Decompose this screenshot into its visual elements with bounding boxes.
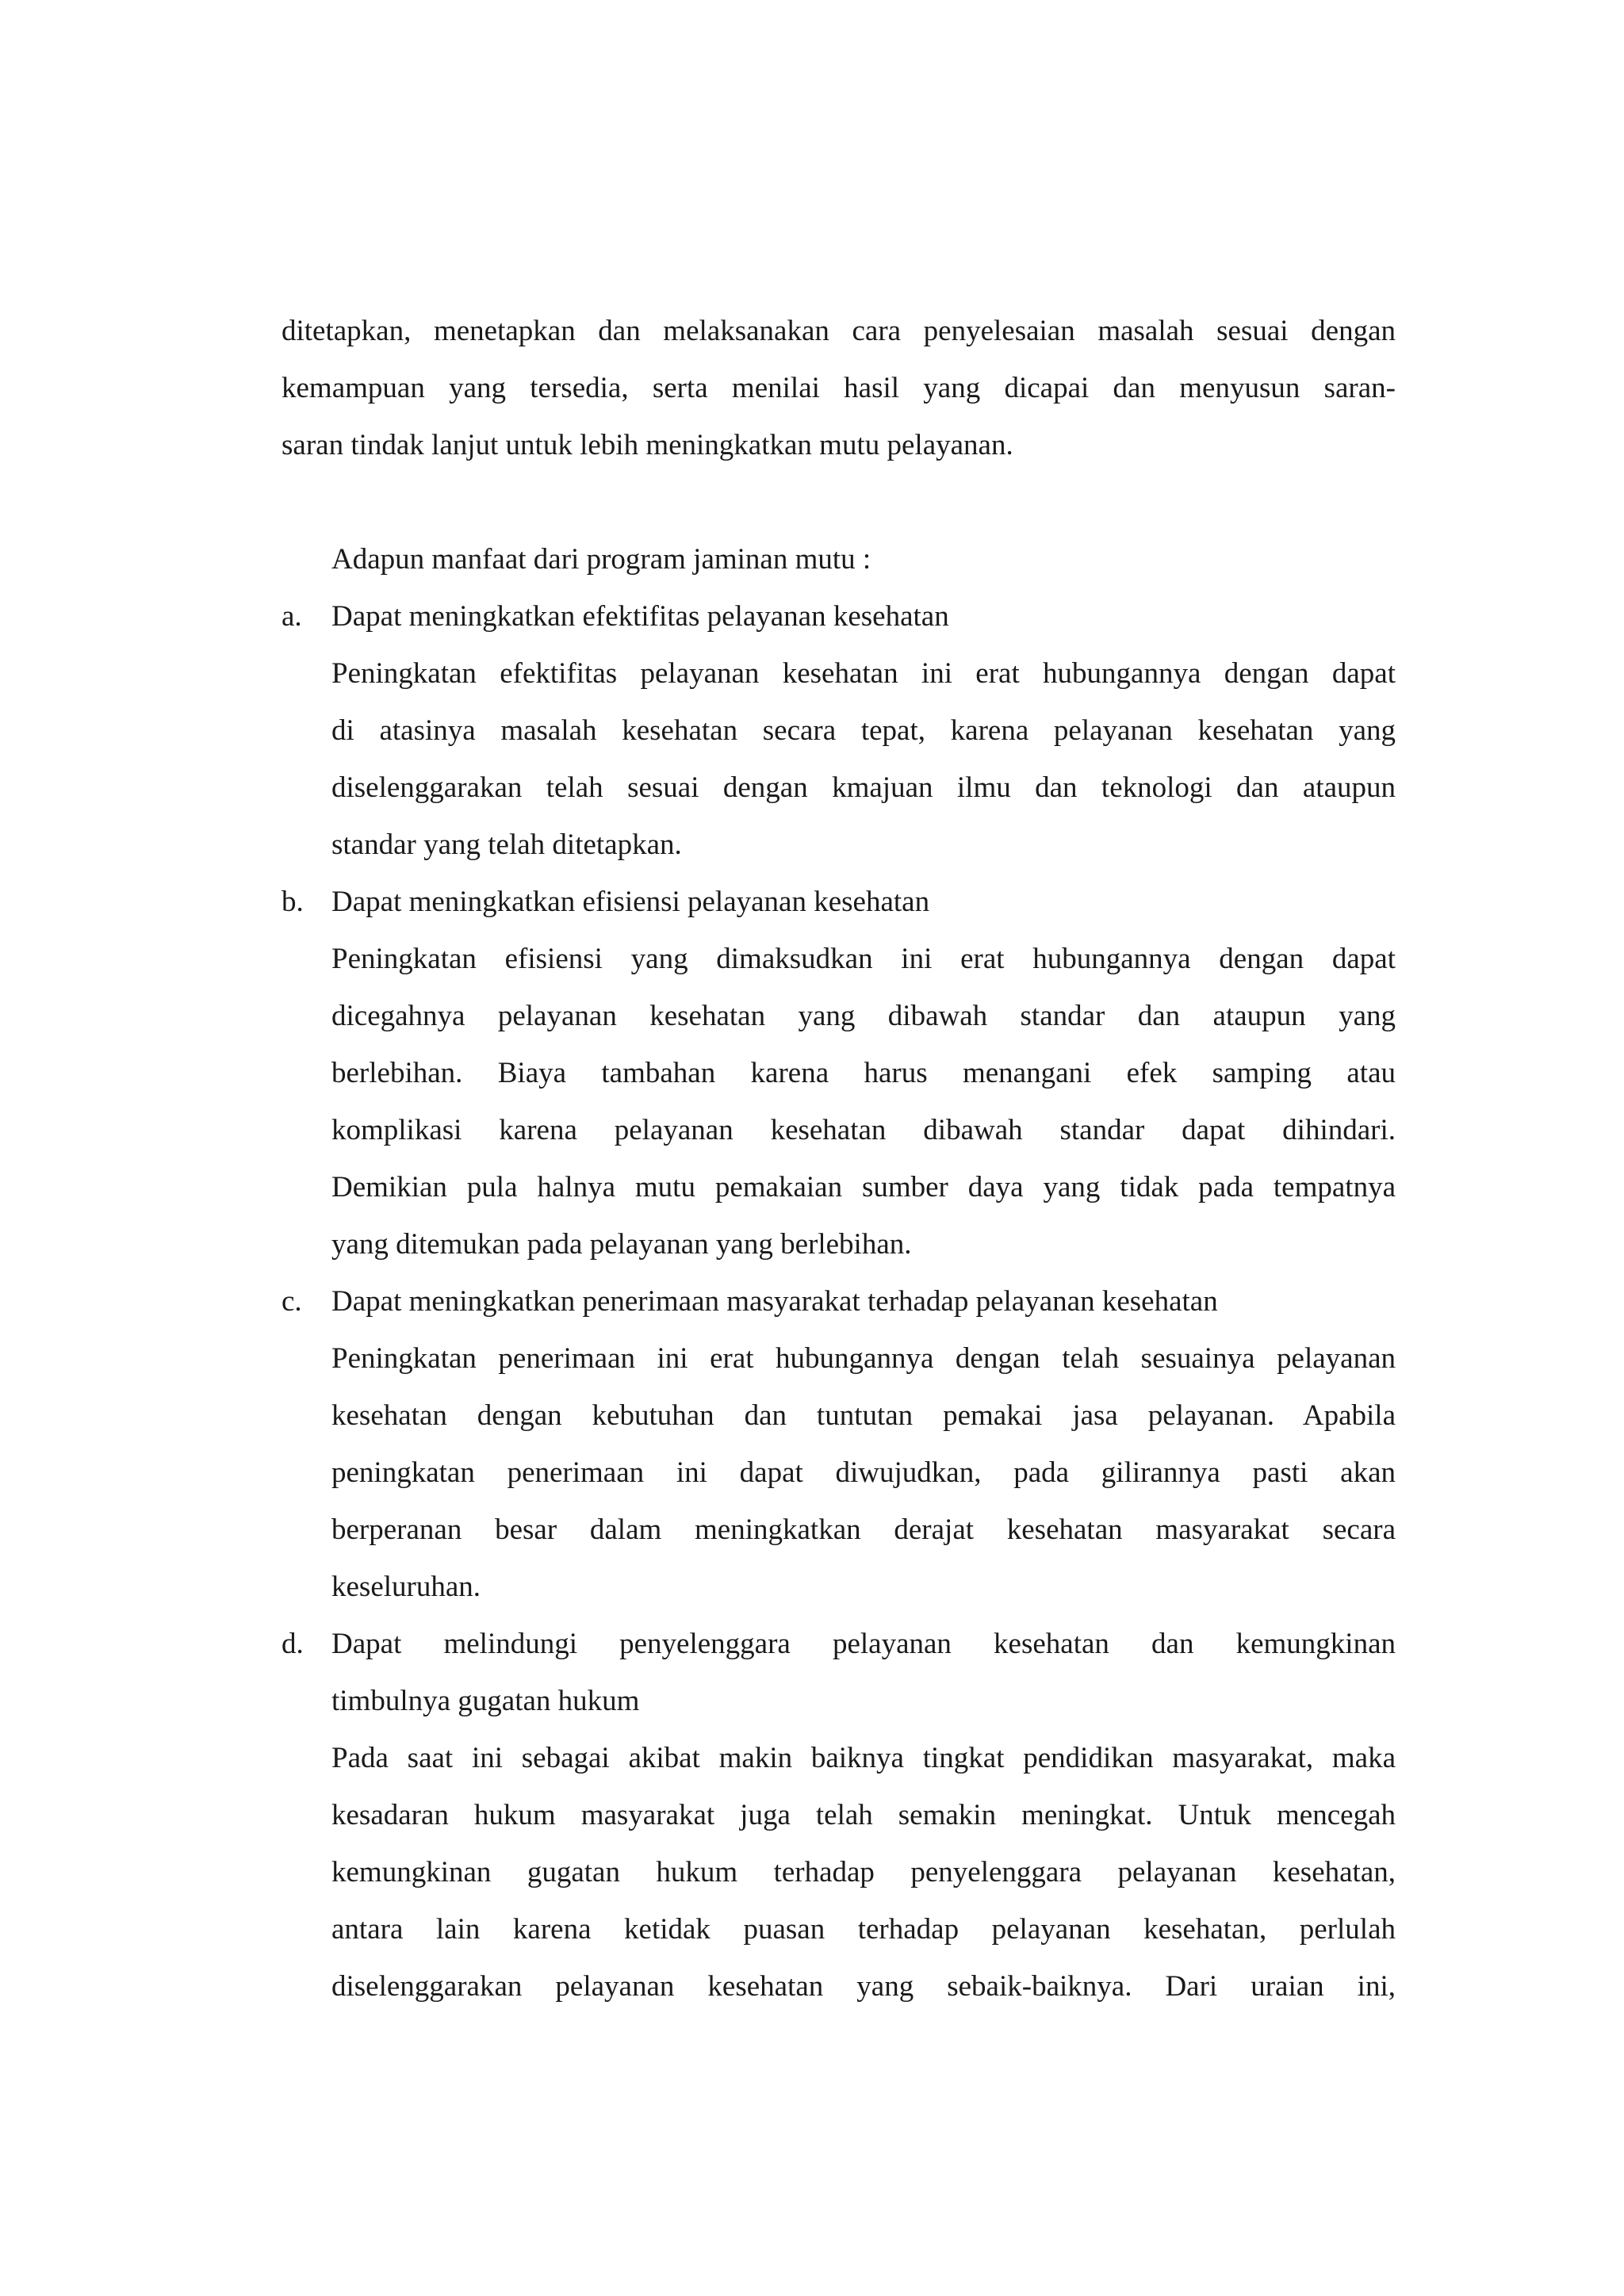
list-item-title-d: timbulnya gugatan hukum	[331, 1685, 640, 1717]
list-item-body-line: Pada saat ini sebagai akibat makin baiknya tingkat pendidikan masyarakat, maka	[331, 1742, 1396, 1774]
list-item-body-line: yang ditemukan pada pelayanan yang berlebihan.	[331, 1228, 912, 1261]
list-item-body-line: komplikasi karena pelayanan kesehatan dibawah standar dapat dihindari.	[331, 1114, 1396, 1146]
list-marker-b: b.	[282, 886, 304, 918]
list-marker-c: c.	[282, 1285, 302, 1318]
list-item-body-line: dicegahnya pelayanan kesehatan yang dibawah standar dan ataupun yang	[331, 1000, 1396, 1032]
list-item-body-line: Demikian pula halnya mutu pemakaian sumber daya yang tidak pada tempatnya	[331, 1171, 1396, 1203]
list-item-title-d: Dapat melindungi penyelenggara pelayanan kesehatan dan kemungkinan	[331, 1628, 1396, 1660]
list-item-body-line: antara lain karena ketidak puasan terhadap pelayanan kesehatan, perlulah	[331, 1913, 1396, 1946]
list-item-body-line: kemungkinan gugatan hukum terhadap penyelenggara pelayanan kesehatan,	[331, 1856, 1396, 1888]
list-item-title-a: Dapat meningkatkan efektifitas pelayanan kesehatan	[331, 600, 949, 633]
list-item-body-line: peningkatan penerimaan ini dapat diwujudkan, pada gilirannya pasti akan	[331, 1456, 1396, 1489]
list-item-body-line: kesehatan dengan kebutuhan dan tuntutan pemakai jasa pelayanan. Apabila	[331, 1399, 1396, 1432]
list-marker-d: d.	[282, 1628, 304, 1660]
manfaat-heading: Adapun manfaat dari program jaminan mutu :	[331, 543, 871, 576]
list-item-body-line: Peningkatan efektifitas pelayanan kesehatan ini erat hubungannya dengan dapat	[331, 657, 1396, 690]
list-item-body-line: standar yang telah ditetapkan.	[331, 828, 682, 861]
list-item-title-b: Dapat meningkatkan efisiensi pelayanan kesehatan	[331, 886, 930, 918]
list-item-body-line: diselenggarakan pelayanan kesehatan yang sebaik-baiknya. Dari uraian ini,	[331, 1970, 1396, 2003]
list-marker-a: a.	[282, 600, 302, 633]
list-item-body-line: Peningkatan efisiensi yang dimaksudkan ini erat hubungannya dengan dapat	[331, 943, 1396, 975]
list-item-body-line: diselenggarakan telah sesuai dengan kmajuan ilmu dan teknologi dan ataupun	[331, 771, 1396, 804]
list-item-body-line: berlebihan. Biaya tambahan karena harus menangani efek samping atau	[331, 1057, 1396, 1089]
intro-line: ditetapkan, menetapkan dan melaksanakan cara penyelesaian masalah sesuai dengan	[282, 315, 1396, 347]
intro-line: kemampuan yang tersedia, serta menilai hasil yang dicapai dan menyusun saran-	[282, 372, 1396, 404]
list-item-body-line: kesadaran hukum masyarakat juga telah semakin meningkat. Untuk mencegah	[331, 1799, 1396, 1831]
list-item-body-line: Peningkatan penerimaan ini erat hubungannya dengan telah sesuainya pelayanan	[331, 1342, 1396, 1375]
list-item-body-line: di atasinya masalah kesehatan secara tepat, karena pelayanan kesehatan yang	[331, 714, 1396, 747]
list-item-title-c: Dapat meningkatkan penerimaan masyarakat terhadap pelayanan kesehatan	[331, 1285, 1218, 1318]
list-item-body-line: berperanan besar dalam meningkatkan derajat kesehatan masyarakat secara	[331, 1513, 1396, 1546]
list-item-body-line: keseluruhan.	[331, 1571, 481, 1603]
intro-line: saran tindak lanjut untuk lebih meningkatkan mutu pelayanan.	[282, 429, 1013, 461]
